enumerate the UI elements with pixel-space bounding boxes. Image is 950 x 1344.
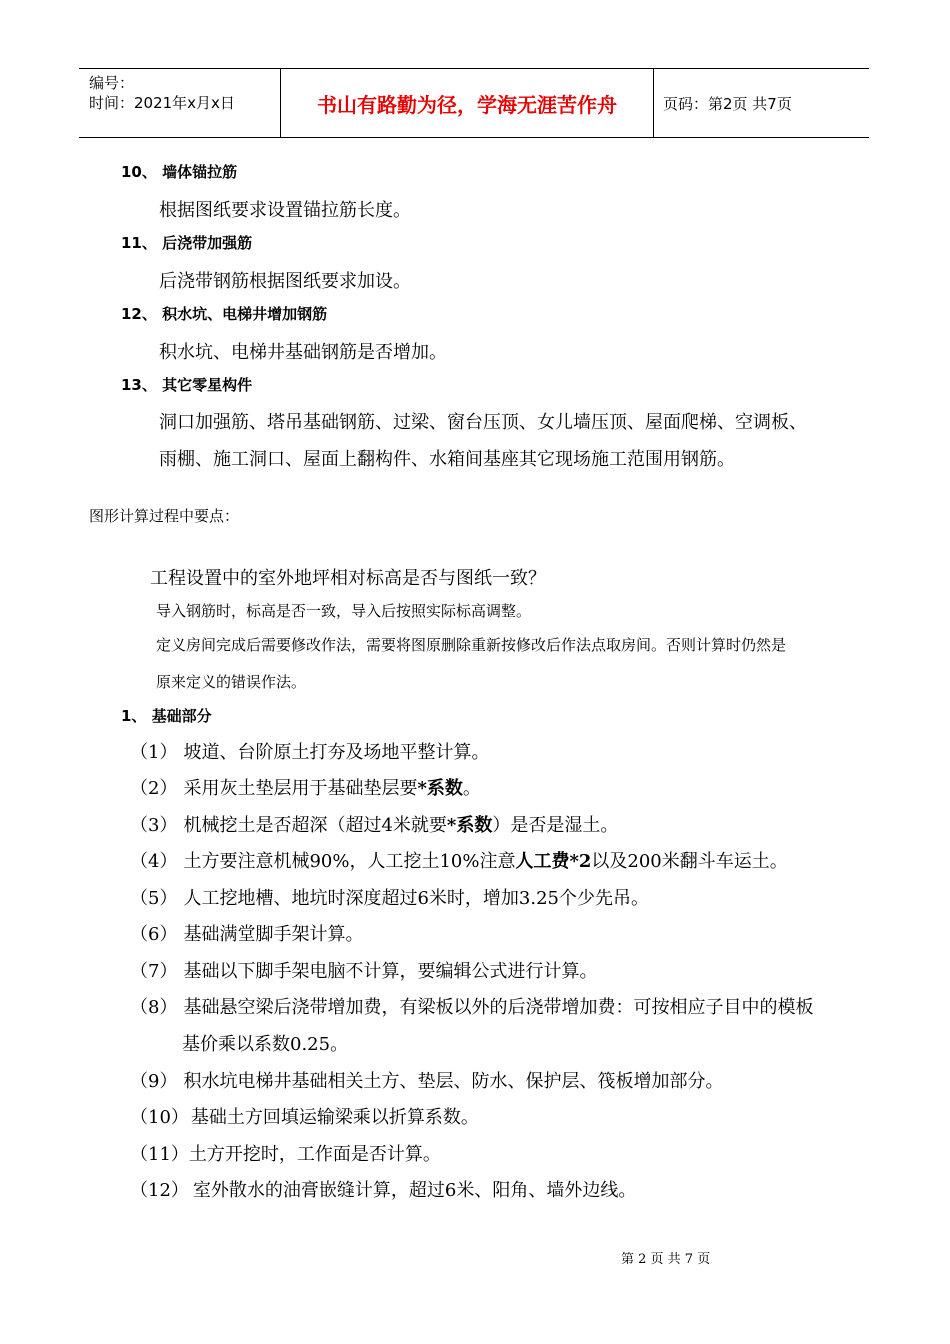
list-item: （3） 机械挖土是否超深（超过4米就要*系数）是否是湿土。 — [130, 815, 619, 836]
document-header — [79, 68, 869, 138]
page-indicator: 页码：第2页 共7页 — [663, 95, 792, 113]
code-label: 编号： — [89, 74, 135, 92]
list-item: （5） 人工挖地槽、地坑时深度超过6米时，增加3.25个少先吊。 — [130, 888, 649, 909]
section-title: 11、 后浇带加强筋 — [121, 234, 253, 252]
section-text: 根据图纸要求设置锚拉筋长度。 — [159, 200, 411, 221]
list-item: （1） 坡道、台阶原土打夯及场地平整计算。 — [130, 742, 490, 763]
list-item-continuation: 基价乘以系数0.25。 — [182, 1034, 349, 1055]
list-item: （8） 基础悬空梁后浇带增加费，有梁板以外的后浇带增加费：可按相应子目中的模板 — [130, 997, 814, 1018]
list-item: （7） 基础以下脚手架电脑不计算，要编辑公式进行计算。 — [130, 961, 598, 982]
page-footer: 第 2 页 共 7 页 — [621, 1252, 711, 1267]
list-item: （9） 积水坑电梯井基础相关土方、垫层、防水、保护层、筏板增加部分。 — [130, 1071, 724, 1092]
header-meta — [89, 73, 235, 113]
list-item: （11）土方开挖时，工作面是否计算。 — [130, 1144, 441, 1165]
section-title: 10、 墙体锚拉筋 — [121, 163, 238, 181]
key-points-title: 图形计算过程中要点： — [89, 507, 240, 525]
section-text: 洞口加强筋、塔吊基础钢筋、过梁、窗台压顶、女儿墙压顶、屋面爬梯、空调板、 — [159, 412, 807, 433]
header-divider — [653, 69, 654, 137]
key-point: 工程设置中的室外地坪相对标高是否与图纸一致？ — [150, 568, 546, 589]
key-point: 原来定义的错误作法。 — [156, 673, 307, 691]
section-text: 雨棚、施工洞口、屋面上翻构件、水箱间基座其它现场施工范围用钢筋。 — [159, 449, 735, 470]
section-text: 积水坑、电梯井基础钢筋是否增加。 — [159, 342, 447, 363]
header-motto: 书山有路勤为径，学海无涯苦作舟 — [317, 92, 617, 117]
time-label: 时间：2021年x月x日 — [89, 94, 235, 112]
section-title: 13、 其它零星构件 — [121, 376, 253, 394]
list-item: （10） 基础土方回填运输梁乘以折算系数。 — [130, 1107, 479, 1128]
list-item: （4） 土方要注意机械90%，人工挖土10%注意人工费*2以及200米翻斗车运土。 — [130, 851, 788, 872]
list-item: （12） 室外散水的油膏嵌缝计算，超过6米、阳角、墙外边线。 — [130, 1180, 637, 1201]
foundation-title: 1、 基础部分 — [121, 707, 212, 725]
key-point: 导入钢筋时，标高是否一致，导入后按照实际标高调整。 — [156, 602, 532, 620]
list-item: （6） 基础满堂脚手架计算。 — [130, 924, 364, 945]
section-title: 12、 积水坑、电梯井增加钢筋 — [121, 305, 328, 323]
section-text: 后浇带钢筋根据图纸要求加设。 — [159, 271, 411, 292]
key-point: 定义房间完成后需要修改作法，需要将图原删除重新按修改后作法点取房间。否则计算时仍然是 — [156, 636, 787, 654]
list-item: （2） 采用灰土垫层用于基础垫层要*系数。 — [130, 778, 481, 799]
